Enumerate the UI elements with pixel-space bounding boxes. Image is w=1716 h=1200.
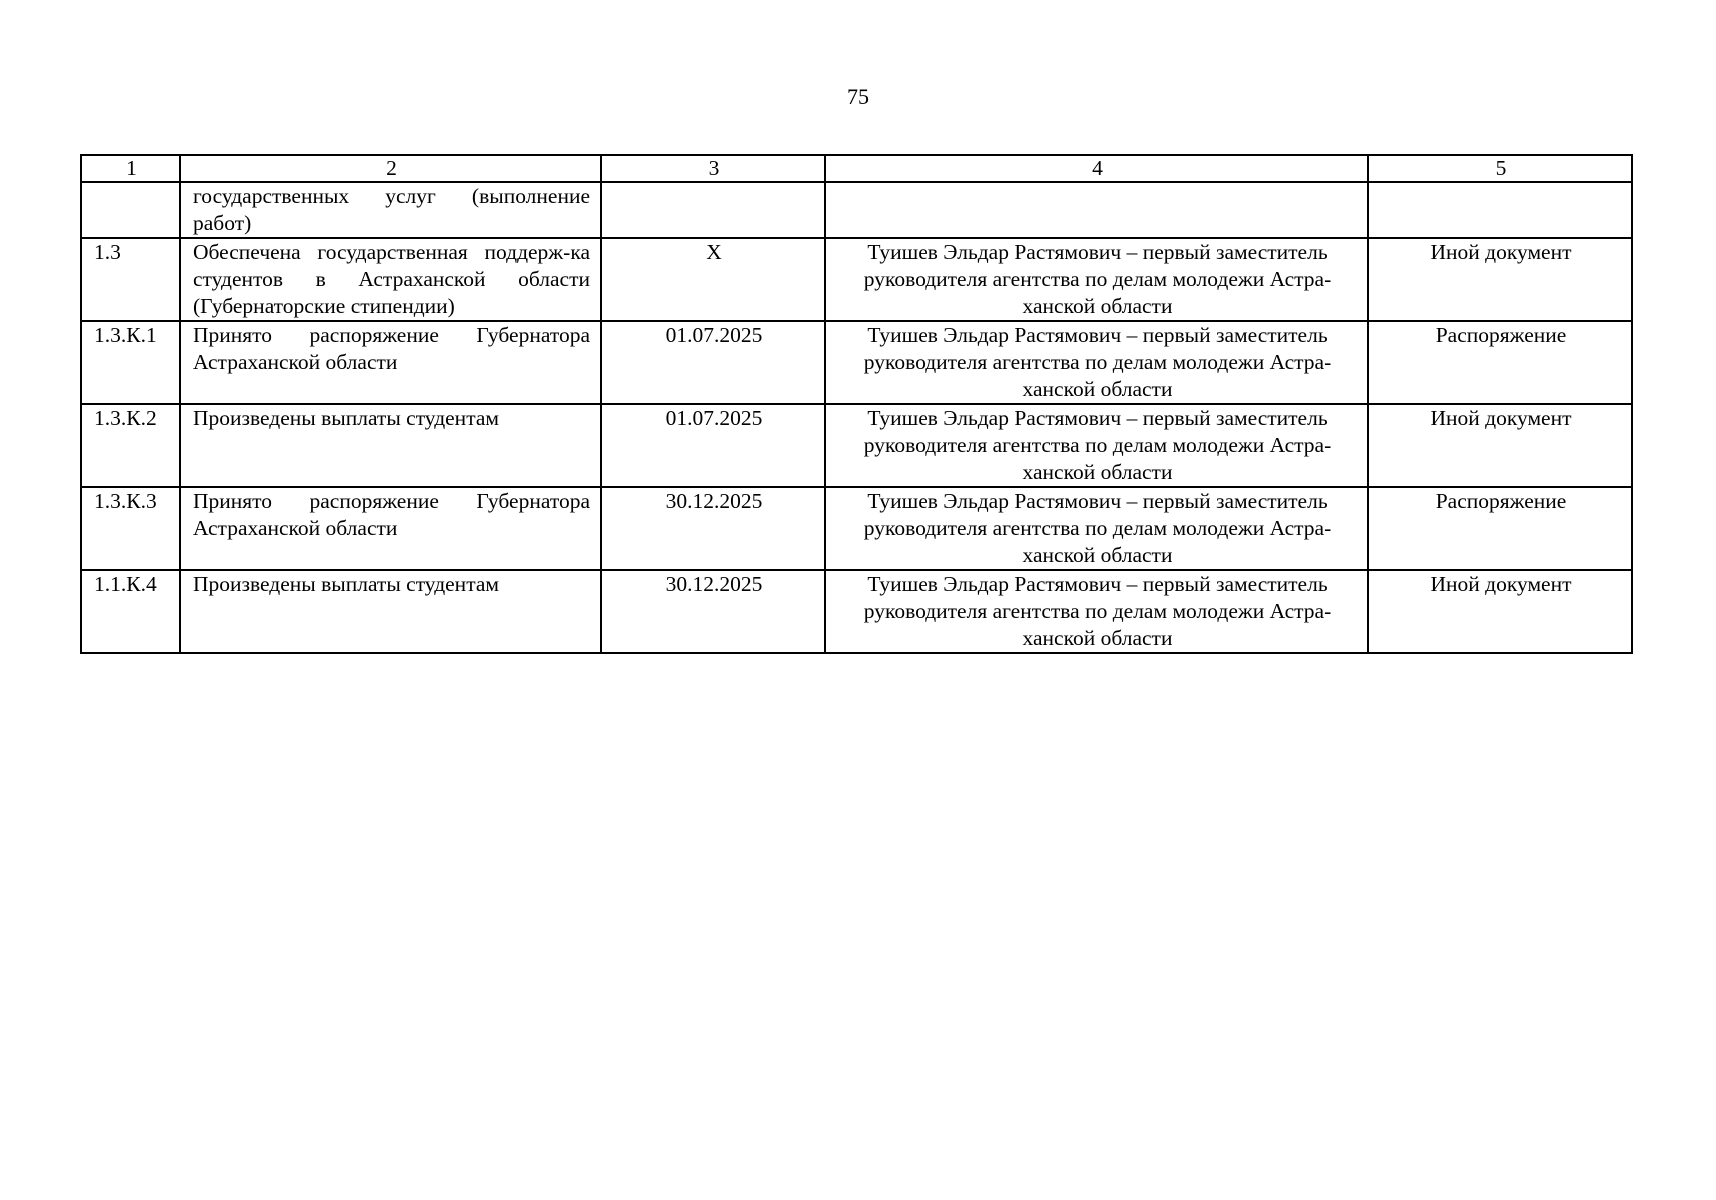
row-name-cell: государственных услуг (выполнение работ) <box>180 182 601 238</box>
row-responsible-cell: Туишев Эльдар Растямович – первый заместитель руководителя агентства по делам молодежи Астра-ханской области <box>825 238 1368 321</box>
table-row <box>81 487 1632 570</box>
header-cell-1: 1 <box>81 155 180 182</box>
row-date-cell: 30.12.2025 <box>601 570 825 653</box>
header-cell-4: 4 <box>825 155 1368 182</box>
row-number-cell: 1.3.К.2 <box>81 404 180 487</box>
table-header-row <box>81 155 1632 182</box>
document-table <box>80 154 1633 654</box>
row-number-cell: 1.1.К.4 <box>81 570 180 653</box>
row-name-cell: Произведены выплаты студентам <box>180 570 601 653</box>
row-document-cell: Иной документ <box>1368 238 1632 321</box>
row-name-cell: Обеспечена государственная поддерж-ка студентов в Астраханской области (Губернаторские стипендии) <box>180 238 601 321</box>
row-date-cell: 01.07.2025 <box>601 321 825 404</box>
row-document-cell <box>1368 182 1632 238</box>
row-name-cell: Принято распоряжение Губернатора Астраханской области <box>180 321 601 404</box>
row-document-cell: Иной документ <box>1368 570 1632 653</box>
table-row <box>81 238 1632 321</box>
row-date-cell: 30.12.2025 <box>601 487 825 570</box>
header-cell-5: 5 <box>1368 155 1632 182</box>
row-responsible-cell: Туишев Эльдар Растямович – первый заместитель руководителя агентства по делам молодежи Астра-ханской области <box>825 404 1368 487</box>
table-row <box>81 182 1632 238</box>
row-number-cell: 1.3.К.3 <box>81 487 180 570</box>
row-number-cell: 1.3 <box>81 238 180 321</box>
row-document-cell: Распоряжение <box>1368 487 1632 570</box>
row-date-cell: Х <box>601 238 825 321</box>
row-responsible-cell <box>825 182 1368 238</box>
row-date-cell <box>601 182 825 238</box>
header-cell-2: 2 <box>180 155 601 182</box>
row-responsible-cell: Туишев Эльдар Растямович – первый заместитель руководителя агентства по делам молодежи Астра-ханской области <box>825 321 1368 404</box>
page-number: 75 <box>847 84 869 109</box>
row-document-cell: Иной документ <box>1368 404 1632 487</box>
row-responsible-cell: Туишев Эльдар Растямович – первый заместитель руководителя агентства по делам молодежи Астра-ханской области <box>825 487 1368 570</box>
row-number-cell <box>81 182 180 238</box>
table-row <box>81 570 1632 653</box>
table-row <box>81 404 1632 487</box>
row-date-cell: 01.07.2025 <box>601 404 825 487</box>
row-name-cell: Принято распоряжение Губернатора Астраханской области <box>180 487 601 570</box>
table-row <box>81 321 1632 404</box>
row-number-cell: 1.3.К.1 <box>81 321 180 404</box>
row-name-cell: Произведены выплаты студентам <box>180 404 601 487</box>
header-cell-3: 3 <box>601 155 825 182</box>
row-responsible-cell: Туишев Эльдар Растямович – первый заместитель руководителя агентства по делам молодежи Астра-ханской области <box>825 570 1368 653</box>
row-document-cell: Распоряжение <box>1368 321 1632 404</box>
